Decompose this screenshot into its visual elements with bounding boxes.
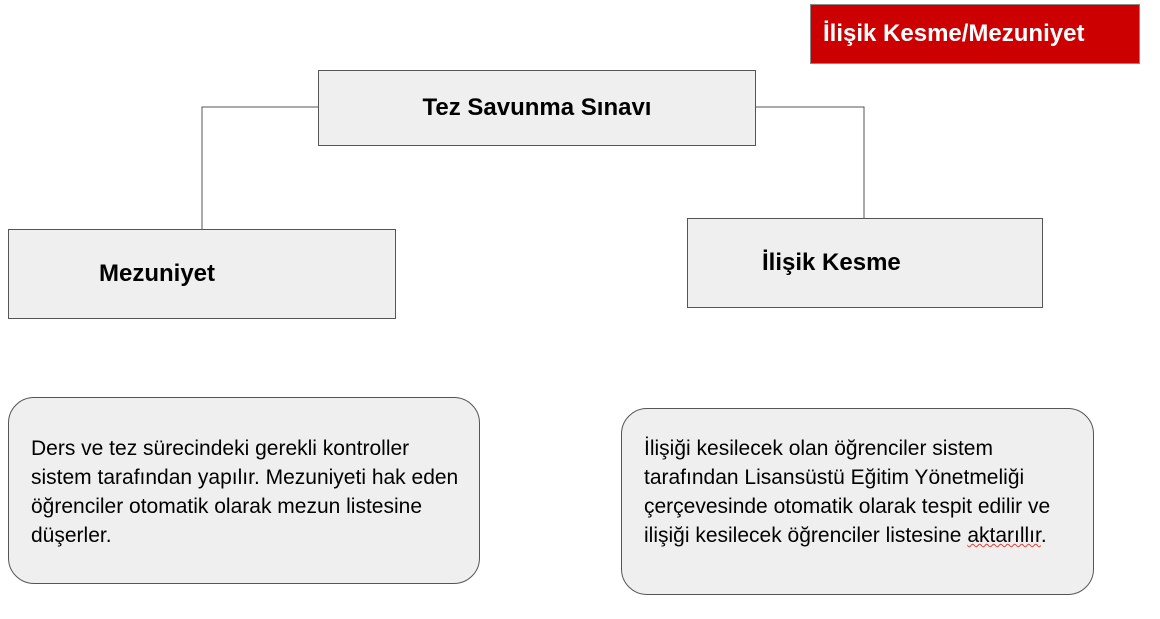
title-badge <box>810 4 1140 64</box>
graduation-note-text: Ders ve tez sürecindeki gerekli kontroller sistem tarafından yapılır. Mezuniyeti hak eden öğrenciler otomatik olarak mezun listesine düşerler. <box>31 437 459 547</box>
dismissal-node-label: İlişik Kesme <box>762 249 901 276</box>
spellcheck-flagged-word: aktarıllır <box>967 524 1041 547</box>
graduation-node-label: Mezuniyet <box>99 260 216 287</box>
root-node <box>318 70 756 146</box>
dismissal-note-text: İlişiği kesilecek olan öğrenciler sistem tarafından Lisansüstü Eğitim Yönetmeliği çerçevesinde otomatik olarak tespit edilir ve ilişiği kesilecek öğrenciler listesine <box>644 437 1051 547</box>
connector-left <box>202 107 318 229</box>
title-badge-label: İlişik Kesme/Mezuniyet <box>823 20 1085 47</box>
graduation-node <box>8 229 396 319</box>
dismissal-node <box>687 218 1043 308</box>
graduation-note <box>8 397 480 584</box>
dismissal-note-period: . <box>1040 524 1047 547</box>
dismissal-note <box>621 408 1094 595</box>
connector-right <box>756 107 864 218</box>
root-node-label: Tez Savunma Sınavı <box>422 94 652 121</box>
